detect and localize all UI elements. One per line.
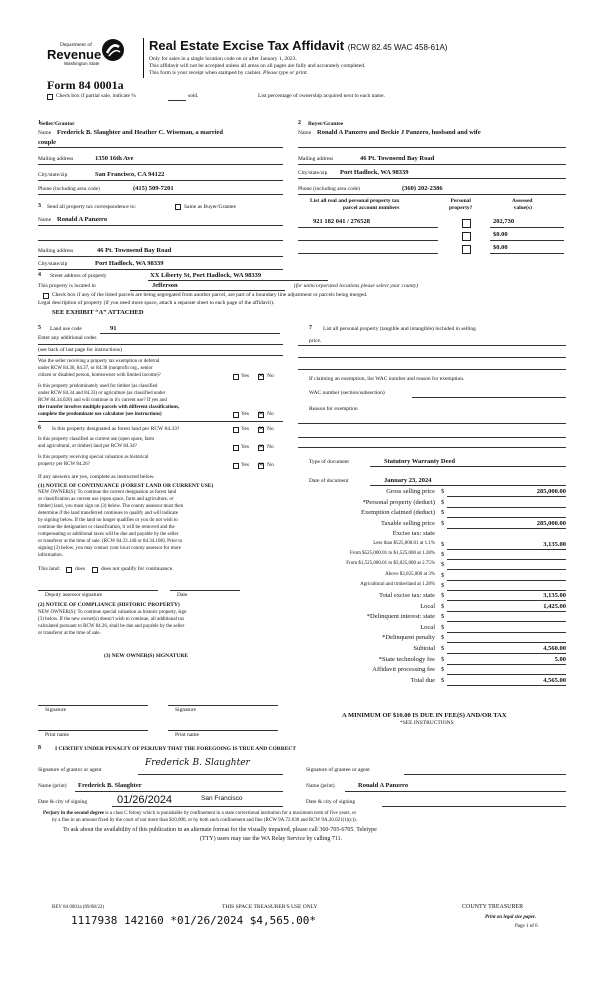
buyer-mailing-line (298, 164, 566, 165)
doc-date-value: January 23, 2024 (384, 477, 432, 484)
dollar-sign: $ (441, 592, 445, 599)
see-back-note: (see back of last page for instructions) (38, 347, 122, 353)
owner-print-label-1: Print name (45, 732, 69, 738)
personal-checkbox-1[interactable] (462, 219, 471, 228)
segregate-text: Check box if any of the listed parcels are being segregated from another parcel, are part of a boundary line adjustment or parcels being merged. (52, 292, 368, 298)
reason-line-1 (298, 423, 566, 424)
tax-row-line (447, 632, 566, 633)
additional-codes-label: Enter any additional codes (38, 335, 97, 341)
this-land-label: This land: (38, 566, 61, 572)
tax-row-label: Subtotal (413, 645, 435, 652)
notice1-line7: compensating or additional taxes will be due and payable by the seller (38, 532, 179, 537)
sec1-city-label: City/state/zip (38, 172, 68, 178)
dollar-sign: $ (441, 551, 445, 559)
s6q2-no-label: No (267, 444, 274, 450)
owner-print-line-1 (38, 730, 148, 731)
header-note-1: Only for sales in a single location code on or after January 1, 2023. (149, 56, 297, 62)
wac-line (412, 397, 566, 398)
dept-state: Washington State (64, 61, 100, 66)
tax-row-line (447, 507, 566, 508)
tax-row-label: Local (420, 623, 435, 631)
if-yes-note: If any answers are yes, complete as instructed below. (38, 474, 155, 480)
exemption-label: If claiming an exemption, list WAC number and reason for exemption. (309, 376, 465, 382)
tax-row-line (447, 569, 566, 570)
wac-label: WAC number (section/subsection) (309, 390, 385, 396)
deputy-date-label: Date (177, 592, 188, 598)
sec2-name-label: Name (298, 130, 312, 136)
parcel-col-header (310, 198, 399, 212)
notice3-title: (3) NEW OWNER(S) SIGNATURE (104, 653, 188, 659)
tax-row-label: From $525,000.01 to $1,525,000 at 1.28% (350, 551, 435, 557)
form-number: Form 84 0001a (47, 78, 124, 92)
reason-line-3 (298, 447, 566, 448)
seller-mailing-line (38, 164, 283, 165)
assessed-value-1: 202,730 (493, 218, 515, 225)
tax-row-value: 4,565.00 (543, 676, 566, 684)
tax-row-value: 285,000.00 (536, 488, 566, 495)
pp-line-2 (298, 357, 566, 358)
grantee-sig-line (404, 774, 566, 775)
same-as-buyer-checkbox[interactable] (175, 204, 181, 210)
grantee-name-label: Name (print) (306, 783, 335, 789)
cashier-receipt: 1117938 142160 *01/26/2024 $4,565.00* (71, 914, 317, 927)
pp-line-1 (298, 345, 566, 346)
tax-row-label: Total due (410, 676, 435, 684)
segregate-checkbox[interactable] (43, 293, 49, 299)
sec5-q2-line1: Is this property predominately used for timber (as classified (38, 384, 158, 389)
sec1-mailing-label: Mailing address (38, 156, 74, 162)
notice1-line3: timber) land, you must sign on (3) below. The county assessor must then (38, 504, 184, 509)
parcel-line-3 (298, 253, 438, 254)
dollar-sign: $ (441, 676, 445, 684)
owner-print-line-2 (168, 730, 278, 731)
s6q1-yes-checkbox[interactable] (233, 427, 239, 433)
grantee-sig-label: Signature of grantee or agent (306, 767, 370, 773)
sec2-num: 2 (298, 120, 301, 126)
assessed-value-2: $0.00 (493, 231, 508, 238)
deputy-date-line (170, 590, 240, 591)
dollar-sign: $ (441, 645, 445, 652)
header-note-2: This affidavit will not be accepted unless all areas on all pages are fully and accurately completed. (149, 63, 366, 69)
notice1-line1: NEW OWNER(S): To continue the current designation as forest land (38, 490, 177, 495)
s6q1-yes-label: Yes (241, 426, 250, 432)
owner-signature-label-1: Signature (45, 707, 67, 713)
sec6-q2-line1: Is this property classified as current use (open space, farm (38, 437, 155, 442)
notice1-line8: or transferor at the time of sale. (RCW 84.33.140 or 84.34.108). Prior to (38, 539, 183, 544)
q1-yes-label: Yes (241, 373, 250, 379)
parcel-number-1: 921 182 041 / 276528 (313, 218, 371, 225)
notice1-line10: information. (38, 553, 63, 558)
tax-row-value: 5.00 (554, 655, 566, 663)
s6q1-no-checkbox[interactable] (258, 427, 264, 433)
parcel-line-2 (298, 240, 438, 241)
s6q3-no-label: No (267, 462, 274, 468)
tax-row-line (447, 549, 566, 550)
corr-name-line (38, 225, 283, 226)
sec5-q2-line3: RCW 84.34.020) and will continue in it's current use? If yes and (38, 398, 167, 403)
notice1-line2: or classification as current use (open space, farm and agriculture, or (38, 497, 174, 502)
owner-print-label-2: Print name (175, 732, 199, 738)
certify-text: I CERTIFY UNDER PENALTY OF PERJURY THAT THE FOREGOING IS TRUE AND CORRECT (55, 746, 297, 752)
parcel-col-3a: Assessed (512, 198, 533, 204)
assessed-line-1 (490, 227, 564, 228)
notice2-line3: calculated pursuant to RCW 84.26, shall be due and payable by the seller (38, 624, 185, 629)
sec3-text: Send all property tax correspondence to: (47, 204, 137, 210)
alt-format-line-2: (TTY) users may use the WA Relay Service by calling 711. (200, 836, 343, 842)
notice2-line2: (3) below. If the new owner(s) doesn't wish to continue, all additional tax (38, 617, 185, 622)
tax-row-line (447, 611, 566, 612)
street-line (148, 280, 328, 281)
tax-row-line (447, 496, 566, 497)
buyer-mailing: 46 Pt. Townsend Bay Road (360, 155, 435, 162)
tax-row-line (447, 685, 566, 686)
seller-phone-line (38, 194, 283, 195)
sec5-q1-line2: under RCW 84.36, 84.37, or 84.38 (nonprofit org., senior (38, 366, 153, 371)
tax-row-value: 285,000.00 (536, 519, 566, 527)
grantor-date-label: Date & city of signing (38, 799, 88, 805)
sec2-label: Buyer/Grantee (308, 121, 344, 127)
sec3-mailing-label: Mailing address (38, 248, 74, 254)
buyer-name-line (298, 147, 566, 148)
dollar-sign: $ (441, 541, 445, 548)
header-note-3 (149, 70, 308, 76)
grantor-name: Frederick B. Slaughter (78, 782, 142, 789)
parcel-col-1b: parcel account numbers (343, 205, 400, 211)
tax-row-label: Local (420, 602, 435, 610)
corr-blank-line (38, 240, 283, 241)
reason-label: Reason for exemption (309, 406, 358, 412)
owner-signature-label-2: Signature (175, 707, 197, 713)
notice1-line5: by signing below. If the land no longer qualifies or you do not wish to (38, 518, 178, 523)
sec5-q1-line3: citizen or disabled person, homeowner with limited income)? (38, 373, 161, 378)
dollar-sign: $ (441, 571, 445, 579)
tax-row-label: Gross selling price (386, 488, 435, 495)
sec7-num: 7 (309, 325, 312, 331)
sold-label: sold. (188, 93, 199, 99)
parcel-col-1a: List all real and personal property tax (310, 198, 400, 204)
sec5-bottom-line (38, 421, 283, 422)
corr-city: Port Hadlock, WA 98339 (95, 260, 164, 267)
land-use-code: 91 (110, 325, 117, 332)
sec6-num: 6 (38, 425, 41, 431)
tax-row-line (447, 559, 566, 560)
perjury-line-2: by a fine in an amount fixed by the court of not more than $10,000, or by both such confinement and fine (RCW 9A.72.030 and RCW 9A.20.021(1)(c)). (52, 818, 357, 823)
header-note-3a: This form is your receipt when stamped by cashier. (149, 70, 263, 76)
sec5-q2-line5: complete the predominate use calculator (see instructions) (38, 412, 162, 417)
legal-paper-note: Print on legal size paper. (485, 915, 536, 920)
notice1-title: (1) NOTICE OF CONTINUANCE (FOREST LAND OR CURRENT USE) (38, 483, 214, 489)
tax-row-label: Less than $525,000.01 at 1.1% (373, 541, 435, 546)
page-number: Page 1 of 6 (515, 924, 538, 929)
buyer-phone-line (298, 194, 566, 195)
tax-row-line (447, 664, 566, 665)
personal-checkbox-2[interactable] (462, 232, 471, 241)
grantor-sig-label: Signature of grantor or agent (38, 767, 102, 773)
does-not-checkbox[interactable] (92, 567, 98, 573)
tax-row-line (447, 517, 566, 518)
tax-row-label: Above $3,025,000 at 3% (385, 571, 435, 577)
treasurer-space: THIS SPACE TREASURER'S USE ONLY (222, 904, 318, 910)
seller-city-line (38, 180, 283, 181)
tax-row-label: Taxable selling price (380, 519, 435, 527)
sec2-phone-label: Phone (including area code) (298, 186, 360, 192)
land-use-line (100, 333, 280, 334)
q2-no-checkbox[interactable] (258, 412, 264, 418)
tax-row-line (447, 590, 566, 591)
page-title (149, 38, 447, 53)
grantee-date-line (382, 806, 566, 807)
sec1-name-label: Name (38, 130, 52, 136)
sec1-label: Seller/Grantor (40, 121, 75, 127)
dollar-sign: $ (441, 488, 445, 495)
assessed-value-3: $0.00 (493, 244, 508, 251)
tax-row-label: From $1,525,000.01 to $3,025,000 at 2.75% (346, 561, 435, 567)
parcel-col-2a: Personal (450, 198, 471, 204)
notice2-title: (2) NOTICE OF COMPLIANCE (HISTORIC PROPERTY) (38, 602, 180, 608)
additional-codes-line (38, 344, 283, 345)
sec3-city-label: City/state/zip (38, 261, 68, 267)
does-label: does (75, 566, 86, 572)
sec4-located-label: This property is located in (38, 283, 96, 289)
dept-name: Revenue (47, 47, 102, 62)
assessed-line-3 (490, 253, 564, 254)
s6q3-yes-checkbox[interactable] (233, 463, 239, 469)
s6q3-yes-label: Yes (241, 462, 250, 468)
tax-row-value: 3,135.00 (543, 592, 566, 599)
see-instructions: *SEE INSTRUCTIONS (400, 720, 454, 726)
s6q1-no-label: No (267, 426, 274, 432)
title-text: Real Estate Excise Tax Affidavit (149, 38, 345, 53)
dollar-sign: $ (441, 581, 445, 589)
seller-city: San Francisco, CA 94122 (95, 171, 165, 178)
notice1-line9: signing (3) below, you may contact your local county assessor for more (38, 546, 181, 551)
revenue-logo-icon (101, 38, 125, 62)
same-as-buyer-label: Same as Buyer/Grantee (184, 204, 236, 210)
tax-row-label: Exemption claimed (deduct) (360, 509, 435, 517)
buyer-phone: (360) 202-2386 (402, 185, 443, 192)
dollar-sign: $ (441, 509, 445, 517)
grantor-date-line (112, 806, 283, 807)
minimum-note: A MINIMUM OF $10.00 IS DUE IN FEE(S) AND/OR TAX (342, 712, 507, 719)
correspondence-name: Ronald A Panzero (57, 216, 108, 223)
notice1-line6: continue the designation or classification, it will be removed and the (38, 525, 175, 530)
ownership-note: List percentage of ownership acquired next to each name. (258, 93, 385, 99)
county-value: Jefferson (152, 282, 178, 289)
assessed-line-2 (490, 240, 564, 241)
partial-pct-line (168, 100, 186, 101)
partial-sale-checkbox[interactable] (47, 94, 53, 100)
q1-yes-checkbox[interactable] (233, 374, 239, 380)
deputy-sig-label: Deputy assessor signature (45, 592, 103, 598)
personal-checkbox-3[interactable] (462, 245, 471, 254)
sec6-q1: Is this property designated as forest land per RCW 84.33? (52, 426, 180, 432)
county-treasurer: COUNTY TREASURER (462, 904, 524, 910)
personal-col-header (449, 198, 472, 212)
dollar-sign: $ (441, 655, 445, 663)
sec5-q1-line1: Was the seller receiving a property tax exemption or deferral (38, 359, 160, 364)
sec6-q3-line2: property per RCW 84.26? (38, 462, 90, 467)
sec5-num: 5 (38, 325, 41, 331)
sec3-num: 3 (38, 203, 41, 209)
pp-line-3 (298, 369, 566, 370)
grantor-sig-line (138, 774, 283, 775)
grantee-name: Ronald A Panzero (358, 782, 409, 789)
dollar-sign: $ (441, 623, 445, 631)
sec4-num: 4 (38, 272, 41, 278)
header-note-3b: Please type or print. (262, 70, 308, 76)
tax-row-line (447, 674, 566, 675)
notice2-line1: NEW OWNER(S): To continue special valuation as historic property, sign (38, 610, 187, 615)
tax-row-label: Affidavit processing fee (372, 666, 435, 674)
sec6-q3-line1: Is this property receiving special valuation as historical (38, 455, 149, 460)
dollar-sign: $ (441, 613, 445, 621)
dept-line: Department of (60, 42, 92, 48)
sec4-street-label: Street address of property (50, 273, 107, 279)
buyer-city-line (298, 178, 566, 179)
grantor-signature: Frederick B. Slaughter (145, 758, 250, 768)
grantor-name-label: Name (print) (38, 783, 67, 789)
tax-row-label: Agricultural and timberland at 1.28% (360, 581, 435, 587)
tax-row-line (447, 600, 566, 601)
q2-yes-label: Yes (241, 411, 250, 417)
doc-date-line (370, 485, 566, 486)
tax-row-label: *State technology fee (378, 655, 435, 663)
grantee-date-label: Date & city of signing (306, 799, 356, 805)
exhibit-a: SEE EXHIBIT “A” ATTACHED (52, 309, 144, 316)
perjury-rest-1: is a class C felony which is punishable by confinement in a state correctional institution for a maximum term of five years, or (105, 811, 357, 816)
s6q3-no-checkbox[interactable] (258, 463, 264, 469)
buyer-name: Ronald A Panzero and Beckie J Panzero, husband and wife (317, 129, 481, 136)
sec2-city-label: City/state/zip (298, 170, 328, 176)
corr-city-line (38, 269, 283, 270)
tax-row-label: *Delinquent penalty (382, 634, 435, 642)
rev-number: REV 84 0001a (09/08/22) (52, 905, 104, 910)
tax-row-line (447, 642, 566, 643)
does-checkbox[interactable] (66, 567, 72, 573)
buyer-city: Port Hadlock, WA 98339 (340, 169, 409, 176)
parcel-col-3b: value(s) (513, 205, 532, 211)
doc-type-label: Type of document (309, 459, 349, 465)
tax-row-line (447, 580, 566, 581)
s6q2-yes-checkbox[interactable] (233, 445, 239, 451)
tax-row-label: Total excise tax: state (378, 592, 435, 599)
owner-sig-line-1 (38, 705, 148, 706)
dollar-sign: $ (441, 666, 445, 674)
parcel-col-2b: property? (449, 205, 473, 211)
dollar-sign: $ (441, 634, 445, 642)
tax-row-value: 4,560.00 (543, 645, 566, 652)
seller-name: Frederick B. Slaughter and Heather C. Wiseman, a married (57, 129, 224, 136)
grantee-name-line (345, 791, 566, 792)
dollar-sign: $ (441, 519, 445, 527)
sec3-name-label: Name (38, 217, 52, 223)
corr-mailing: 46 Pt. Townsend Bay Road (97, 247, 172, 254)
property-street: XX Liberty St, Port Hadlock, WA 98339 (150, 272, 262, 279)
dollar-sign: $ (441, 498, 445, 506)
tax-row-label: *Delinquent interest: state (366, 613, 435, 621)
grantor-city: San Francisco (201, 795, 243, 802)
tax-row-line (447, 653, 566, 654)
dollar-sign: $ (441, 561, 445, 569)
owner-sig-line-2 (168, 705, 278, 706)
sec8-num: 8 (38, 745, 41, 751)
q2-no-label: No (267, 411, 274, 417)
land-use-label: Land use code (50, 326, 82, 332)
sec1-num: 1 (38, 120, 41, 126)
unincorporated-note: (for unincorporated locations please select your county) (294, 283, 419, 289)
tax-row-line (447, 621, 566, 622)
title-rcw: (RCW 82.45 WAC 458-61A) (347, 43, 448, 52)
seller-mailing: 1350 16th Ave (95, 155, 134, 162)
sec5-divider (38, 355, 283, 356)
reason-line-2 (298, 437, 566, 438)
sec7-text: List all personal property (tangible and intangible) included in selling (323, 326, 476, 332)
tax-row-label: *Personal property (deduct) (362, 498, 435, 506)
perjury-line-1: Perjury in the second degree is a class C felony which is punishable by confinement in a state correctional institution for a maximum term of five years, or (43, 811, 357, 816)
header-divider (143, 38, 144, 78)
seller-name-2: couple (38, 139, 57, 146)
dollar-sign: $ (441, 602, 445, 610)
sec1-phone-label: Phone (including area code) (38, 186, 100, 192)
deputy-sig-line (38, 590, 158, 591)
seller-phone: (415) 509-7201 (133, 185, 174, 192)
assessed-col-header (512, 198, 532, 212)
doc-type-line (370, 466, 566, 467)
q1-no-label: No (267, 373, 274, 379)
notice2-line4: or transferor at the time of sale. (38, 631, 101, 636)
legal-description-label: Legal description of property (if you need more space, attach a separate sheet to each page of the affidavit). (38, 300, 275, 306)
seller-name-line (38, 147, 283, 148)
sec5-q2-line4: the transfer involves multiple parcels with different classifications, (38, 405, 180, 410)
sec5-q2-line2: under RCW 84.34 and 84.33) or agriculture (as classified under (38, 391, 166, 396)
tax-row-label: Excise tax: state (392, 530, 435, 538)
alt-format-line-1: To ask about the availability of this publication in an alternate format for the visually impaired, please call 360-705-6705. Teletype (63, 827, 377, 833)
sec6-q2-line2: and agricultural, or timber) land per RCW 84.34? (38, 444, 137, 449)
notice1-line4: determine if the land transferred continues to qualify and will indicate (38, 511, 178, 516)
does-not-label: does not qualify for continuance. (101, 566, 174, 572)
sec7-text-2: price. (309, 338, 322, 344)
tax-row-value: 1,425.00 (543, 602, 566, 610)
s6q2-no-checkbox[interactable] (258, 445, 264, 451)
partial-sale-label: Check box if partial sale, indicate % (56, 93, 136, 99)
tax-row-value: 3,135.00 (543, 541, 566, 548)
q1-no-checkbox[interactable] (258, 374, 264, 380)
sec2-mailing-label: Mailing address (298, 156, 334, 162)
s6q2-yes-label: Yes (241, 444, 250, 450)
grantor-date: 01/26/2024 (117, 794, 173, 806)
grantor-name-line (75, 791, 283, 792)
q2-yes-checkbox[interactable] (233, 412, 239, 418)
parcel-line-1 (298, 227, 438, 228)
county-line (130, 290, 285, 291)
corr-mailing-line (38, 256, 283, 257)
doc-date-label: Date of document (309, 478, 349, 484)
doc-type-value: Statutory Warranty Deed (384, 458, 456, 465)
tax-row-line (447, 528, 566, 529)
